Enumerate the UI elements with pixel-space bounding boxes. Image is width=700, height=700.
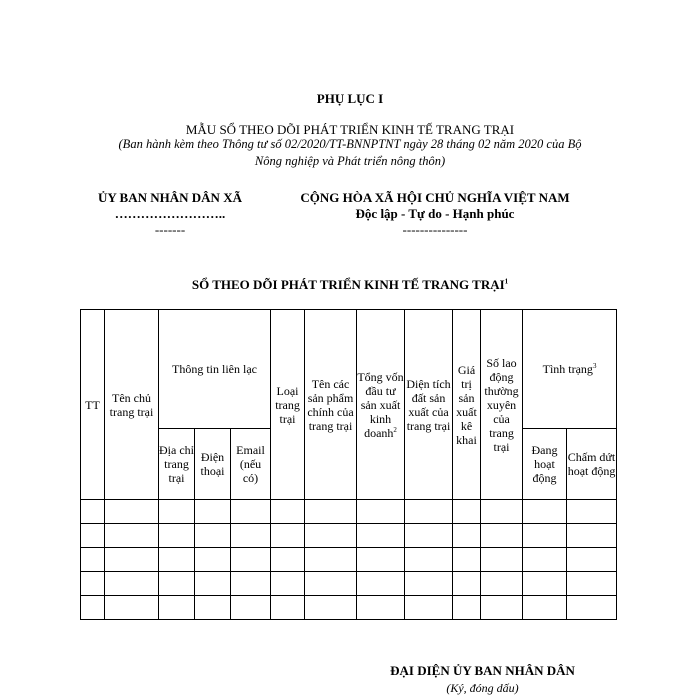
table-cell — [231, 548, 271, 572]
header-tt: TT — [81, 310, 105, 500]
table-row — [81, 596, 617, 620]
table-cell — [453, 572, 481, 596]
header-farm-type: Loại trang trại — [271, 310, 305, 500]
table-cell — [523, 524, 567, 548]
issuing-authority-divider: ------- — [154, 222, 186, 237]
table-cell — [567, 500, 617, 524]
table-cell — [159, 572, 195, 596]
table-cell — [81, 524, 105, 548]
header-email: Email (nếu có) — [231, 429, 271, 500]
national-header-block — [270, 190, 600, 238]
form-subtitle-line-1: (Ban hành kèm theo Thông tư số 02/2020/TT-BNNPTNT ngày 28 tháng 02 năm 2020 của Bộ — [118, 137, 582, 151]
table-cell — [231, 524, 271, 548]
header-owner-name: Tên chủ trang trại — [105, 310, 159, 500]
header-phone: Điện thoại — [195, 429, 231, 500]
table-cell — [357, 572, 405, 596]
table-cell — [453, 500, 481, 524]
table-cell — [405, 500, 453, 524]
form-subtitle — [80, 136, 620, 170]
table-cell — [357, 524, 405, 548]
table-cell — [105, 524, 159, 548]
table-header — [81, 310, 617, 500]
book-title-footnote: 1 — [504, 277, 509, 286]
table-cell — [159, 548, 195, 572]
table-cell — [523, 548, 567, 572]
table-cell — [357, 500, 405, 524]
national-divider: --------------- — [402, 222, 468, 237]
book-title-text: SỔ THEO DÕI PHÁT TRIỂN KINH TẾ TRANG TRẠI — [191, 277, 505, 292]
table-cell — [231, 596, 271, 620]
header-land-area: Diện tích đất sản xuất của trang trại — [405, 310, 453, 500]
table-cell — [105, 548, 159, 572]
farm-tracking-table — [80, 309, 617, 620]
table-row — [81, 548, 617, 572]
table-cell — [271, 572, 305, 596]
table-cell — [405, 524, 453, 548]
table-cell — [271, 596, 305, 620]
table-cell — [305, 548, 357, 572]
table-cell — [195, 596, 231, 620]
table-cell — [523, 596, 567, 620]
table-cell — [271, 548, 305, 572]
table-cell — [481, 500, 523, 524]
table-cell — [105, 500, 159, 524]
header-status-stopped: Chấm dứt hoạt động — [567, 429, 617, 500]
table-cell — [159, 596, 195, 620]
table-cell — [523, 500, 567, 524]
table-cell — [159, 524, 195, 548]
issuing-authority-name: ỦY BAN NHÂN DÂN XÃ — [98, 190, 242, 205]
table-cell — [195, 548, 231, 572]
table-cell — [357, 548, 405, 572]
appendix-title: PHỤ LỤC I — [316, 91, 384, 106]
table-cell — [567, 572, 617, 596]
table-cell — [81, 596, 105, 620]
table-cell — [453, 524, 481, 548]
table-cell — [271, 500, 305, 524]
table-cell — [567, 596, 617, 620]
table-cell — [305, 524, 357, 548]
header-production-value: Giá trị sản xuất kê khai — [453, 310, 481, 500]
table-cell — [105, 596, 159, 620]
table-row — [81, 500, 617, 524]
table-cell — [357, 596, 405, 620]
table-cell — [105, 572, 159, 596]
table-cell — [523, 572, 567, 596]
header-total-capital — [357, 310, 405, 500]
table-cell — [81, 548, 105, 572]
header-farm-address: Địa chỉ trang trại — [159, 429, 195, 500]
table-cell — [81, 500, 105, 524]
table-cell — [195, 500, 231, 524]
table-cell — [305, 596, 357, 620]
table-cell — [231, 500, 271, 524]
header-status-active: Đang hoạt động — [523, 429, 567, 500]
issuing-authority-block — [80, 190, 260, 238]
header-status-footnote: 3 — [592, 362, 597, 370]
table-cell — [405, 548, 453, 572]
table-cell — [271, 524, 305, 548]
header-status — [523, 310, 617, 429]
header-total-capital-text: Tổng vốn đầu tư sản xuất kinh doanh — [357, 369, 404, 440]
form-subtitle-line-2: Nông nghiệp và Phát triển nông thôn) — [254, 154, 446, 168]
issuing-authority-dots: …………………….. — [114, 206, 226, 221]
national-title: CỘNG HÒA XÃ HỘI CHỦ NGHĨA VIỆT NAM — [300, 190, 570, 205]
table-cell — [405, 572, 453, 596]
table-cell — [81, 572, 105, 596]
table-cell — [159, 500, 195, 524]
table-cell — [567, 524, 617, 548]
book-title — [0, 277, 700, 293]
table-cell — [481, 572, 523, 596]
header-total-capital-footnote: 2 — [393, 425, 397, 434]
national-motto: Độc lập - Tự do - Hạnh phúc — [355, 206, 515, 221]
table-cell — [567, 548, 617, 572]
header-contact-info: Thông tin liên lạc — [159, 310, 271, 429]
table-cell — [481, 596, 523, 620]
table-body — [81, 500, 617, 620]
table-cell — [305, 572, 357, 596]
table-cell — [405, 596, 453, 620]
table-cell — [231, 572, 271, 596]
table-cell — [195, 524, 231, 548]
table-row — [81, 524, 617, 548]
table-cell — [305, 500, 357, 524]
header-regular-labor: Số lao động thường xuyên của trang trại — [481, 310, 523, 500]
signer-note: (Ký, đóng dấu) — [446, 681, 519, 695]
form-title: MẪU SỔ THEO DÕI PHÁT TRIỂN KINH TẾ TRANG TRẠI — [185, 122, 515, 137]
table-cell — [481, 524, 523, 548]
header-main-products: Tên các sản phẩm chính của trang trại — [305, 310, 357, 500]
header-status-text: Tình trạng — [542, 362, 593, 376]
table-cell — [195, 572, 231, 596]
table-cell — [481, 548, 523, 572]
table-cell — [453, 596, 481, 620]
table-row — [81, 572, 617, 596]
signer-title: ĐẠI DIỆN ỦY BAN NHÂN DÂN — [390, 663, 575, 678]
table-cell — [453, 548, 481, 572]
table-header-row-1 — [81, 310, 617, 429]
